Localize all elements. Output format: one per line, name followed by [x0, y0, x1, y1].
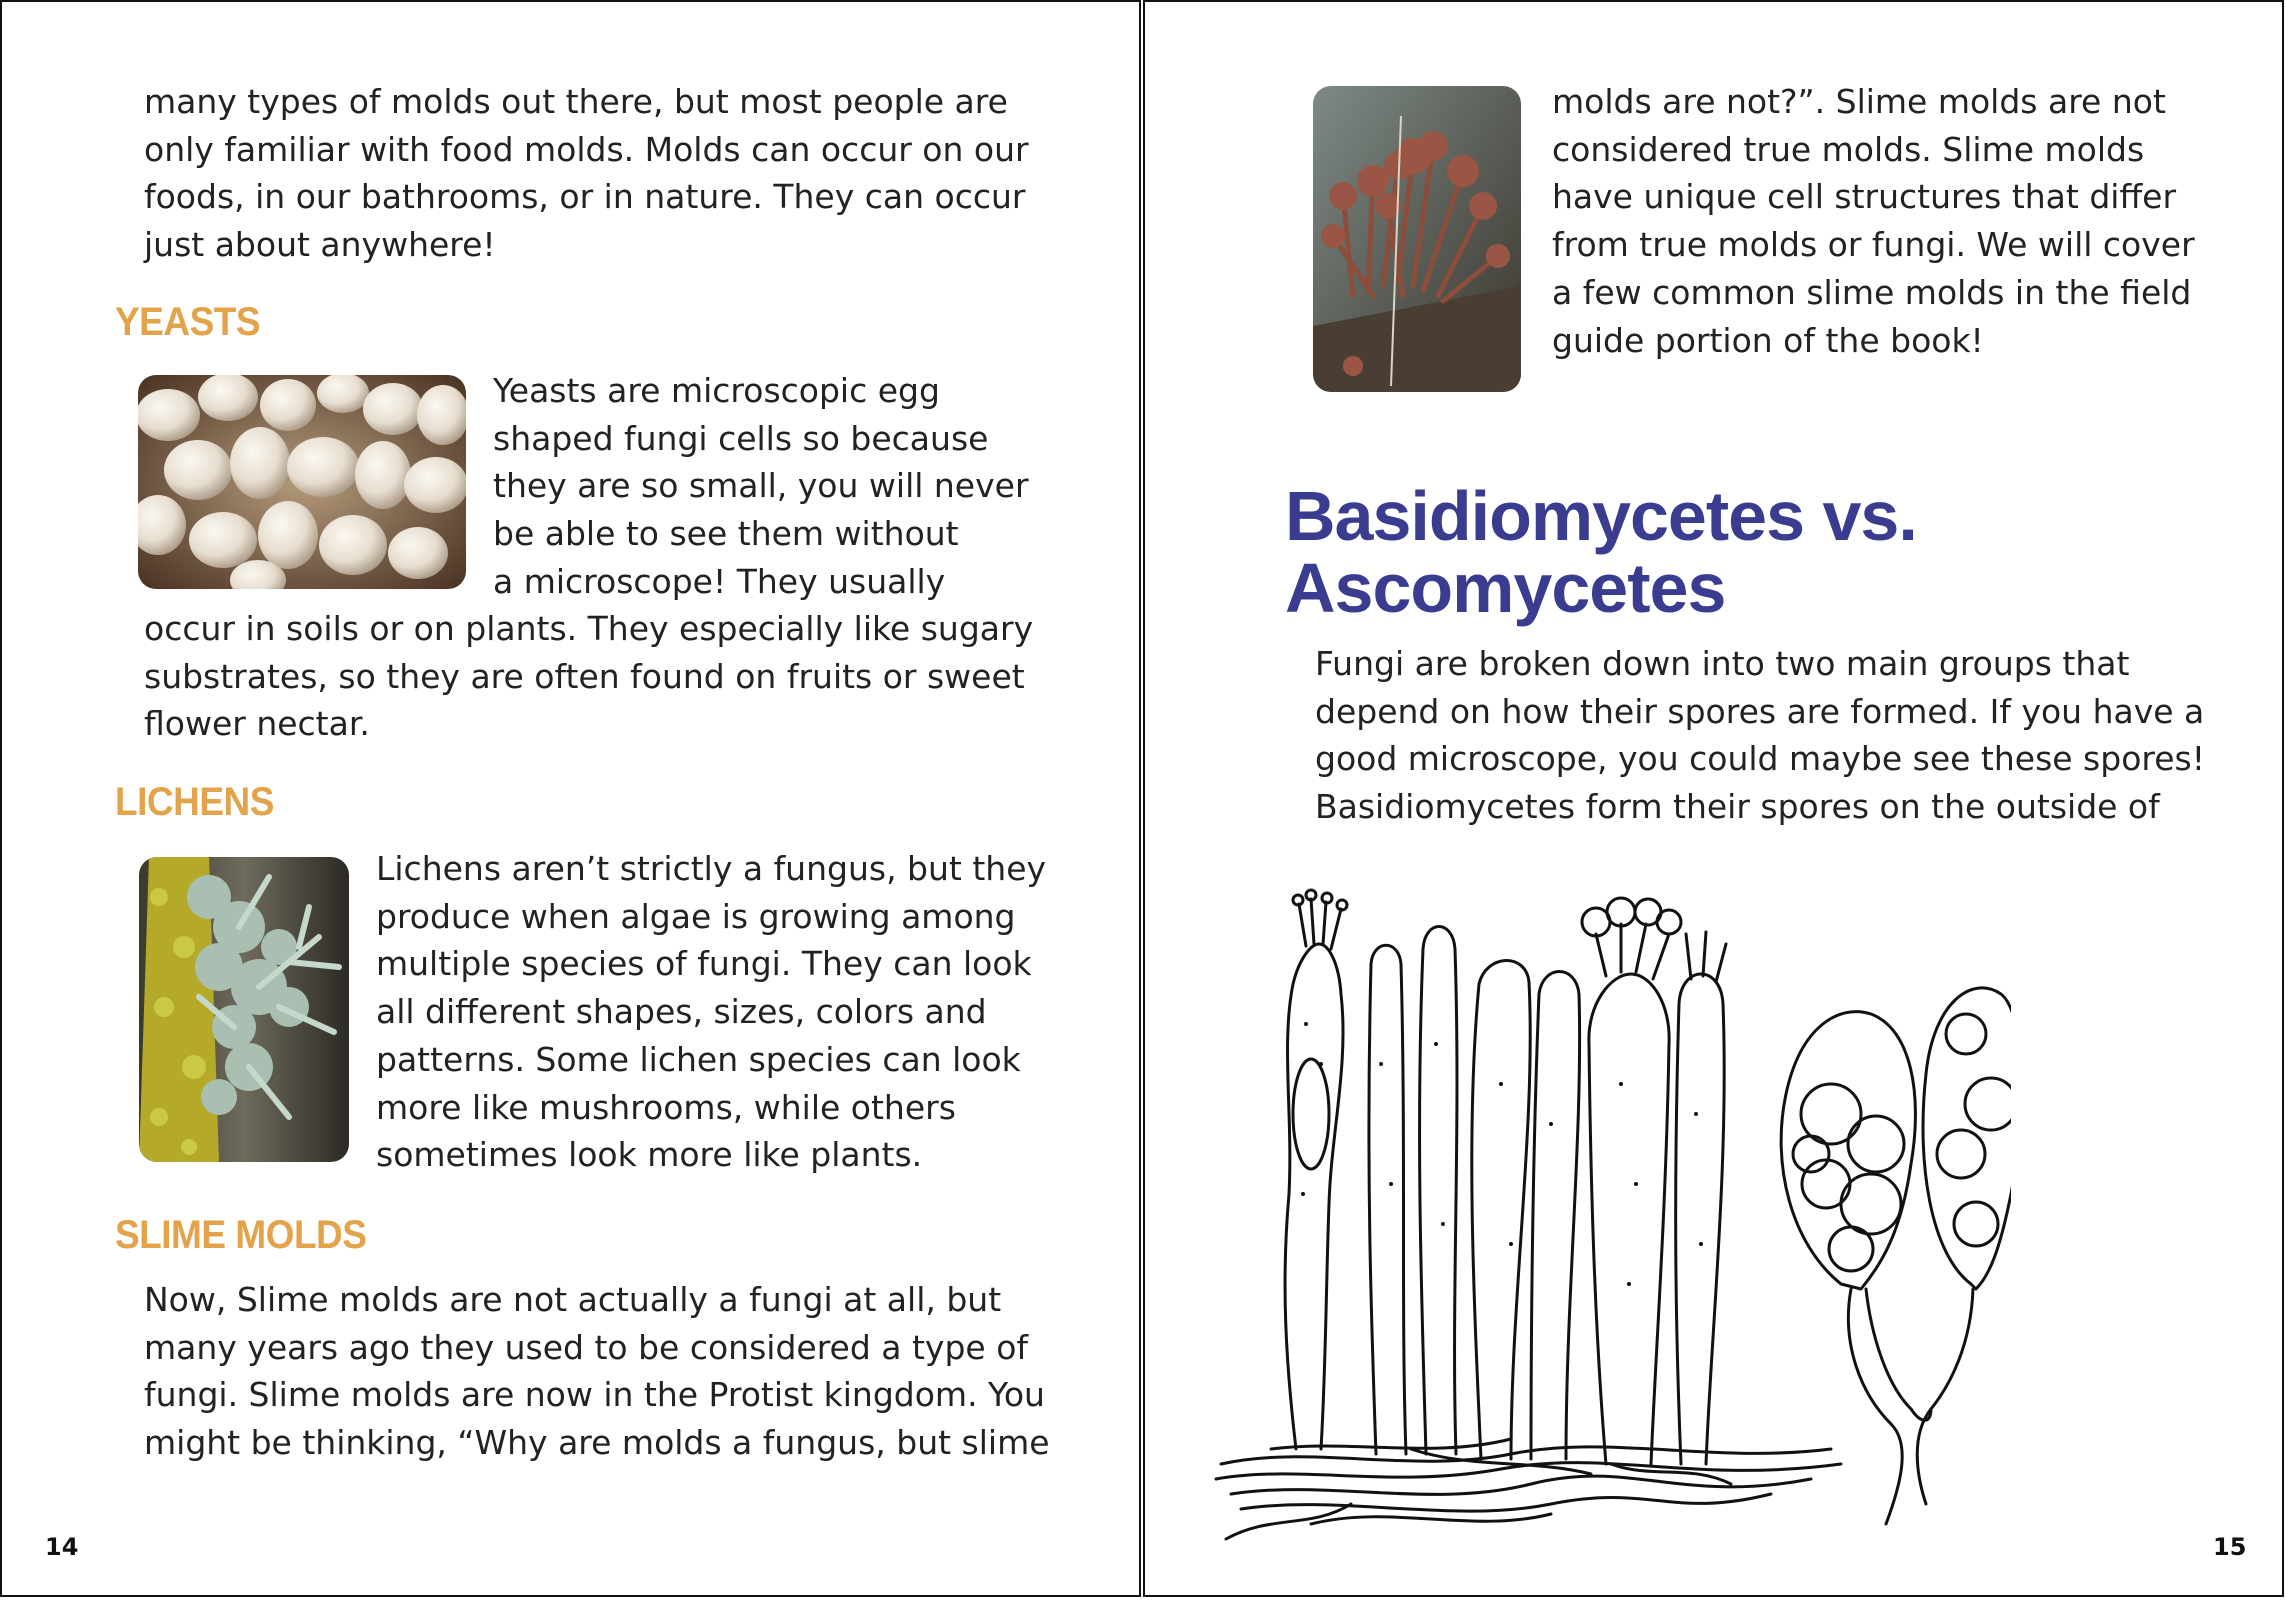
basidiomycetes-text — [1315, 640, 2205, 831]
page-number-right: 15 — [2213, 1533, 2247, 1561]
text-line: Lichens aren’t strictly a fungus, but they — [376, 849, 1047, 888]
text-line: multiple species of fungi. They can look — [376, 944, 1032, 984]
stipple-dots — [1301, 1022, 1703, 1286]
young-basidia — [1369, 927, 1580, 1460]
text-line: have unique cell structures that differ — [1552, 177, 2177, 217]
basidium — [1285, 890, 1347, 1449]
ascus — [1911, 988, 2011, 1504]
text-line: occur in soils or on plants. They especially like sugary — [144, 609, 1034, 648]
section-title — [1285, 477, 1917, 627]
text-line: Fungi are broken down into two main groups that — [1315, 644, 2130, 683]
left-page — [0, 0, 1141, 1597]
text-line: many years ago they used to be considered a type of — [144, 1327, 1029, 1367]
yeasts-heading: YEASTS — [115, 299, 261, 344]
text-line: molds are not?”. Slime molds are not — [1552, 82, 2166, 121]
title-line: Ascomycetes — [1285, 549, 1726, 627]
slime-molds-text — [144, 1276, 1050, 1467]
yeast-cells-photo — [138, 375, 466, 589]
basidium-with-spores — [1582, 898, 1726, 1464]
slime-mold-photo — [1313, 86, 1521, 392]
intro-paragraph — [144, 78, 1029, 269]
text-line: they are so small, you will never — [493, 466, 1029, 506]
page-number-left: 14 — [45, 1533, 79, 1561]
text-line: just about anywhere! — [144, 225, 496, 265]
text-line: good microscope, you could maybe see these spores! — [1315, 739, 2205, 779]
slime-mold-icon — [1313, 86, 1521, 392]
text-line: depend on how their spores are formed. If you have a — [1315, 691, 2205, 731]
ascus — [1781, 1012, 1915, 1524]
title-line: Basidiomycetes vs. — [1285, 477, 1917, 555]
text-line: only familiar with food molds. Molds can occur on our — [144, 129, 1029, 169]
slime-molds-continued-text — [1552, 78, 2195, 364]
text-line: a microscope! They usually — [493, 561, 946, 601]
hyphae-base — [1216, 1439, 1841, 1539]
text-line: foods, in our bathrooms, or in nature. They can occur — [144, 177, 1026, 217]
text-line: flower nectar. — [144, 704, 370, 744]
text-line: be able to see them without — [493, 514, 959, 554]
text-line: sometimes look more like plants. — [376, 1135, 923, 1175]
text-line: guide portion of the book! — [1552, 320, 1984, 360]
text-line: Yeasts are microscopic egg — [493, 371, 940, 410]
text-line: more like mushrooms, while others — [376, 1087, 956, 1127]
basidia-asci-drawing-icon — [1211, 864, 2011, 1554]
text-line: Basidiomycetes form their spores on the outside of — [1315, 787, 2160, 827]
right-page — [1143, 0, 2284, 1597]
lichen-icon — [139, 857, 349, 1162]
yeasts-full-text — [144, 605, 1033, 748]
slime-molds-heading: SLIME MOLDS — [115, 1212, 367, 1257]
text-line: many types of molds out there, but most people are — [144, 82, 1008, 121]
text-line: Now, Slime molds are not actually a fungi at all, but — [144, 1280, 1002, 1319]
text-line: produce when algae is growing among — [376, 896, 1016, 936]
text-line: might be thinking, “Why are molds a fungus, but slime — [144, 1423, 1050, 1463]
yeast-cells-icon — [138, 375, 466, 589]
text-line: patterns. Some lichen species can look — [376, 1039, 1021, 1079]
text-line: from true molds or fungi. We will cover — [1552, 225, 2195, 265]
text-line: all different shapes, sizes, colors and — [376, 992, 987, 1032]
lichen-branch-photo — [139, 857, 349, 1162]
text-line: shaped fungi cells so because — [493, 418, 989, 458]
text-line: substrates, so they are often found on fruits or sweet — [144, 656, 1025, 696]
yeasts-wrapped-text — [493, 367, 1029, 606]
text-line: a few common slime molds in the field — [1552, 272, 2192, 312]
text-line: fungi. Slime molds are now in the Protist kingdom. You — [144, 1375, 1045, 1415]
lichens-heading: LICHENS — [115, 779, 274, 824]
lichens-text — [376, 845, 1046, 1179]
text-line: considered true molds. Slime molds — [1552, 129, 2145, 169]
